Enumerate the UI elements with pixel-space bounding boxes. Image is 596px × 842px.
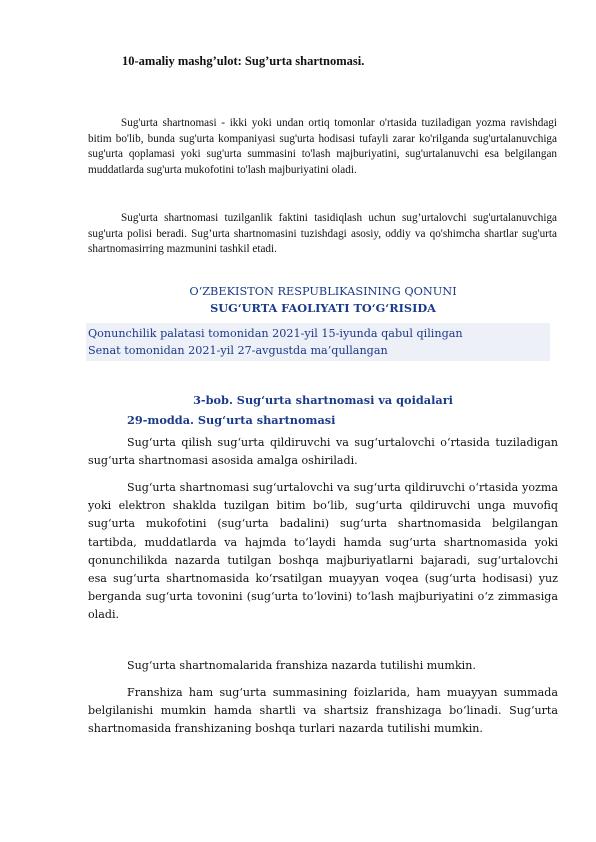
law-header-line-1: O‘ZBEKISTON RESPUBLIKASINING QONUNI xyxy=(189,285,457,298)
law-header-line-2: SUG‘URTA FAOLIYATI TO‘G‘RISIDA xyxy=(210,301,436,315)
article-paragraph-1: Sug‘urta qilish sug‘urta qildiruvchi va sug‘urtalovchi o‘rtasida tuziladigan sug‘urta shartnomasi asosida amalga oshiriladi. xyxy=(88,436,558,468)
article-paragraph-2: Sug‘urta shartnomasi sug‘urtalovchi va sug‘urta qildiruvchi o‘rtasida yozma yoki elektron shaklda tuzilgan bitim bo‘lib, sug‘urta qildiruvchi unga muvofiq sug‘urta mukofotini (sug‘urta badalini) sug‘urta shartnomasida belgilangan tartibda, muddatlarda va hajmda to‘laydi hamda sug‘urta shartnomasida yoki qonunchilikda nazarda tutilgan boshqa majburiyatlarni bajaradi, sug‘urtalovchi esa sug‘urta shartnomasida ko‘rsatilgan muayyan voqea (sug‘urta hodisasi) yuz berganda sug‘urta tovonini (sug‘urta to‘lovini) to‘lash majburiyatini o‘z zimmasiga oladi. xyxy=(88,481,558,622)
page-title: 10-amaliy mashg’ulot: Sug’urta shartnomasi. xyxy=(122,54,365,68)
chapter-heading: 3-bob. Sug‘urta shartnomasi va qoidalari xyxy=(193,393,453,407)
article-paragraph-3: Sug‘urta shartnomalarida franshiza nazarda tutilishi mumkin. xyxy=(127,659,476,672)
intro-paragraph-1: Sug'urta shartnomasi - ikki yoki undan ortiq tomonlar o'rtasida tuziladigan yozma ravishdagi bitim bo'lib, bunda sug'urta kompaniyasi sug'urta hodisasi tufayli zarar ko'rilganda sug'urtalanuvchiga sug'urta qoplamasi yoki sug'urta summasini to'lash majburiyatini, sug'urtalanuvchi esa belgilangan muddatlarda sug'urta mukofotini to'lash majburiyatini oladi. xyxy=(88,117,557,176)
approval-box xyxy=(86,323,550,361)
law-header xyxy=(88,284,558,316)
intro-paragraph-2: Sug'urta shartnomasi tuzilganlik faktini tasidiqlash uchun sug’urtalovchi sug'urtalanuvchiga sug'urta polisi beradi. Sug’urta shartnomasini tuzishdagi asosiy, oddiy va qo'shimcha shartlar sug'urta shartnomasirring mazmunini tashkil etadi. xyxy=(88,212,557,256)
article-paragraph-4: Franshiza ham sug‘urta summasining foizlarida, ham muayyan summada belgilanishi mumkin hamda shartli va shartsiz franshizaga bo‘linadi. Sug‘urta shartnomasida franshizaning boshqa turlari nazarda tutilishi mumkin. xyxy=(88,686,558,736)
article-heading: 29-modda. Sug‘urta shartnomasi xyxy=(127,413,336,427)
approval-line-2: Senat tomonidan 2021-yil 27-avgustda ma’qullangan xyxy=(88,344,388,357)
approval-line-1: Qonunchilik palatasi tomonidan 2021-yil 15-iyunda qabul qilingan xyxy=(88,327,463,340)
